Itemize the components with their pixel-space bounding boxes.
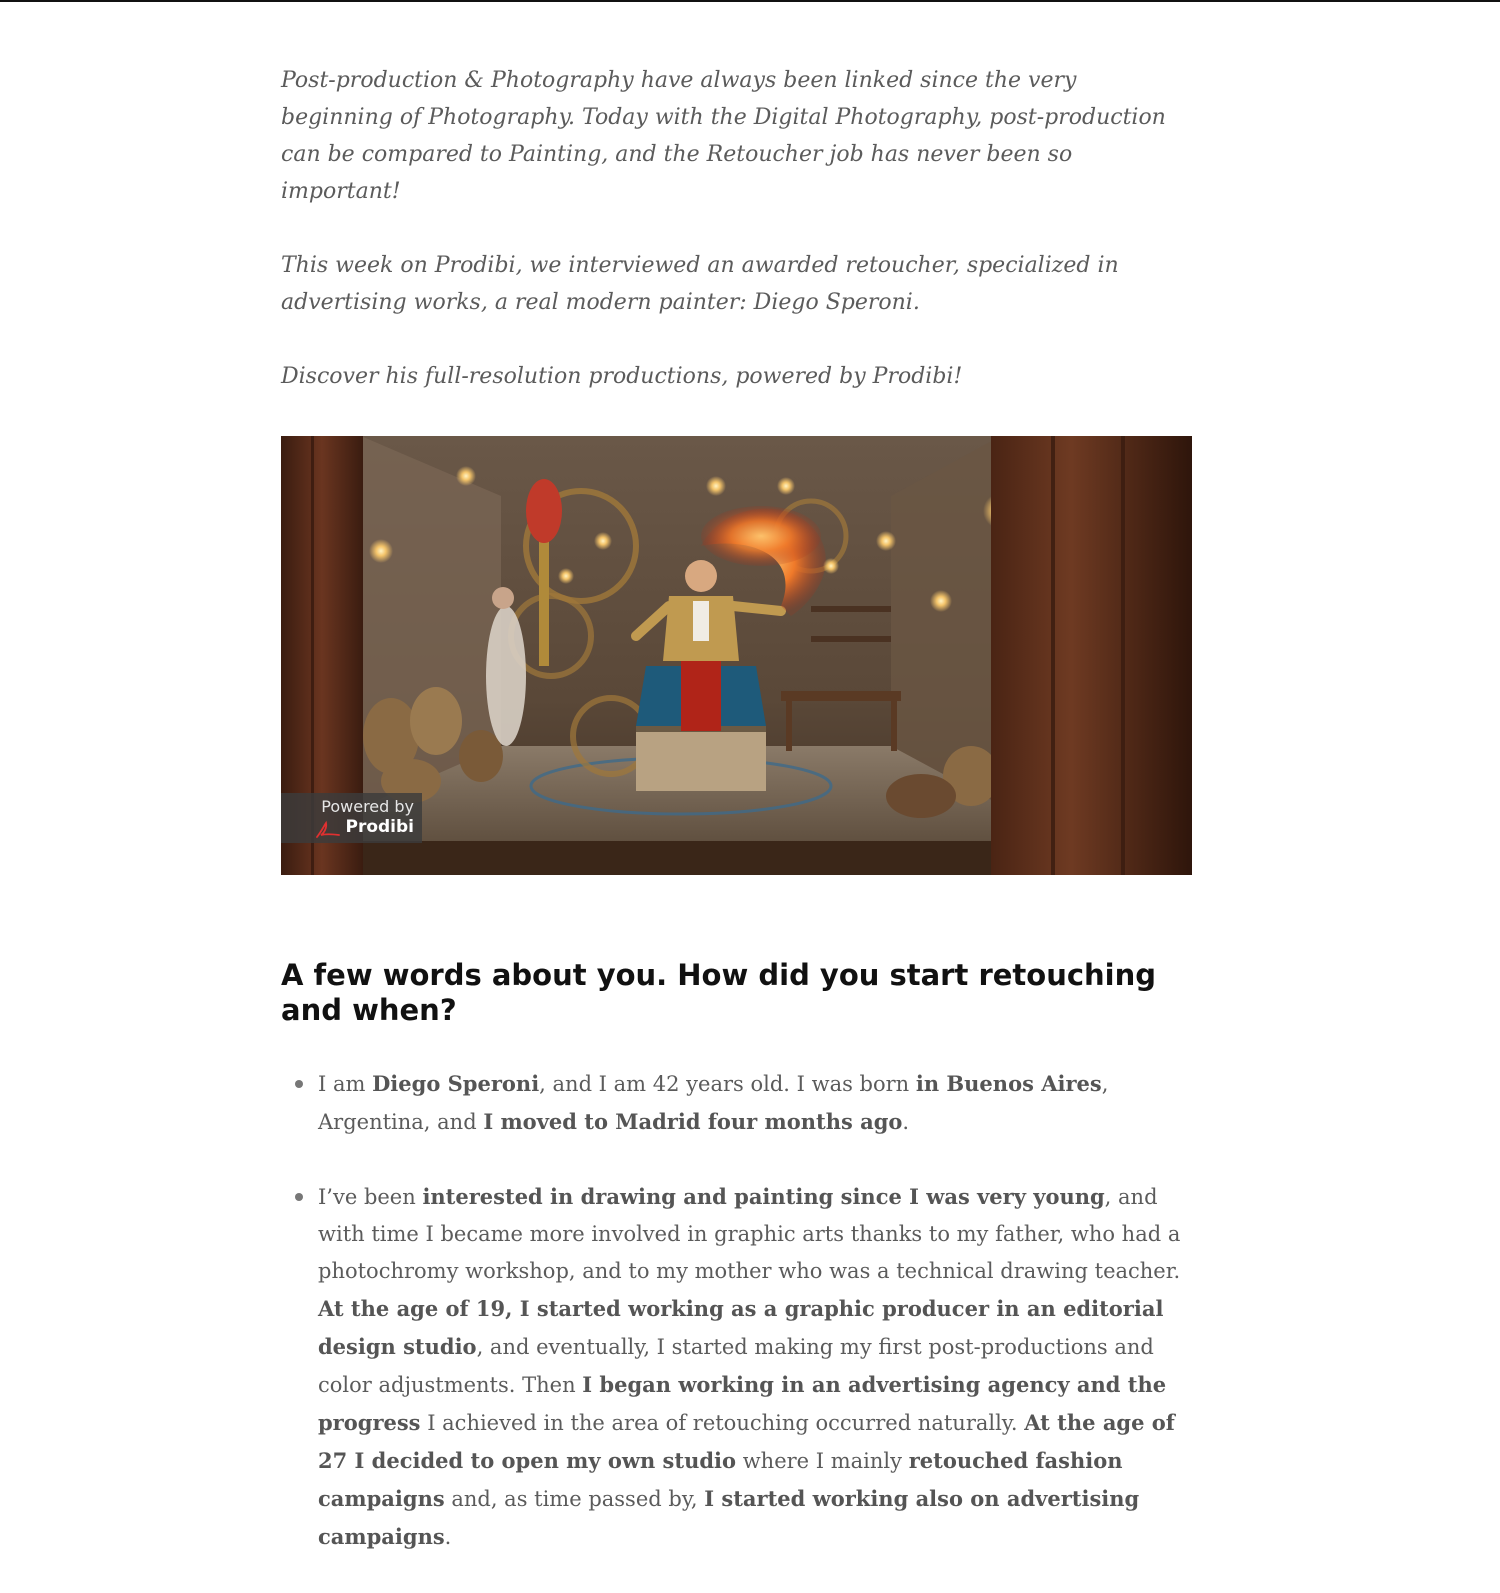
body-text: I achieved in the area of retouching occurred naturally.	[420, 1411, 1025, 1435]
emphasis-text: At the age of 27 I decided to open my own studio	[318, 1410, 1175, 1473]
emphasis-text: I moved to Madrid four months ago	[483, 1109, 903, 1134]
intro-paragraph: Discover his full-resolution productions, powered by Prodibi!	[281, 364, 963, 389]
prodibi-brand-label: Prodibi	[345, 817, 414, 837]
emphasis-text: I started working also on advertising campaigns	[318, 1486, 1140, 1549]
hero-image-viewer[interactable]	[281, 436, 1192, 875]
answer-list	[281, 1065, 1192, 1593]
body-text: , and eventually, I started making my first post-productions and color adjustments. Then	[318, 1335, 1154, 1397]
body-text: where I mainly	[736, 1449, 909, 1473]
body-text: , and I am 42 years old. I was born	[539, 1072, 916, 1096]
article-intro	[281, 62, 1192, 395]
body-text: , Argentina, and	[318, 1072, 1109, 1134]
intro-paragraph: This week on Prodibi, we interviewed an awarded retoucher, specialized in advertising works, a real modern painter: Diego Speroni.	[281, 253, 1119, 315]
powered-by-prodibi-badge[interactable]	[281, 793, 422, 843]
emphasis-text: At the age of 19, I started working as a graphic producer in an editorial design studio	[318, 1296, 1164, 1359]
body-text: I’ve been	[318, 1185, 423, 1209]
list-item	[281, 1178, 1192, 1556]
section-heading: A few words about you. How did you start retouching and when?	[281, 958, 1157, 1027]
emphasis-text: interested in drawing and painting since I was very young	[422, 1184, 1105, 1209]
body-text: .	[902, 1110, 910, 1134]
intro-paragraph: Post-production & Photography have always been linked since the very beginning of Photography. Today with the Digital Photography, post-production can be compared to Painting, and the Retoucher job has never been so important!	[281, 68, 1166, 204]
intro-block	[281, 62, 1192, 395]
body-text: .	[444, 1525, 452, 1549]
powered-by-label: Powered by	[321, 797, 414, 816]
emphasis-text: I began working in an advertising agency and the progress	[318, 1372, 1167, 1435]
top-divider	[0, 0, 1500, 2]
emphasis-text: Diego Speroni	[372, 1071, 540, 1096]
body-text: , and with time I became more involved in graphic arts thanks to my father, who had a photochromy workshop, and to my mother who was a technical drawing teacher.	[318, 1185, 1181, 1283]
body-text: I am	[318, 1072, 373, 1096]
emphasis-text: in Buenos Aires	[915, 1071, 1102, 1096]
prodibi-signature-logo-icon	[315, 820, 341, 840]
emphasis-text: retouched fashion campaigns	[318, 1448, 1123, 1511]
list-item	[281, 1065, 1192, 1141]
body-text: and, as time passed by,	[444, 1487, 705, 1511]
